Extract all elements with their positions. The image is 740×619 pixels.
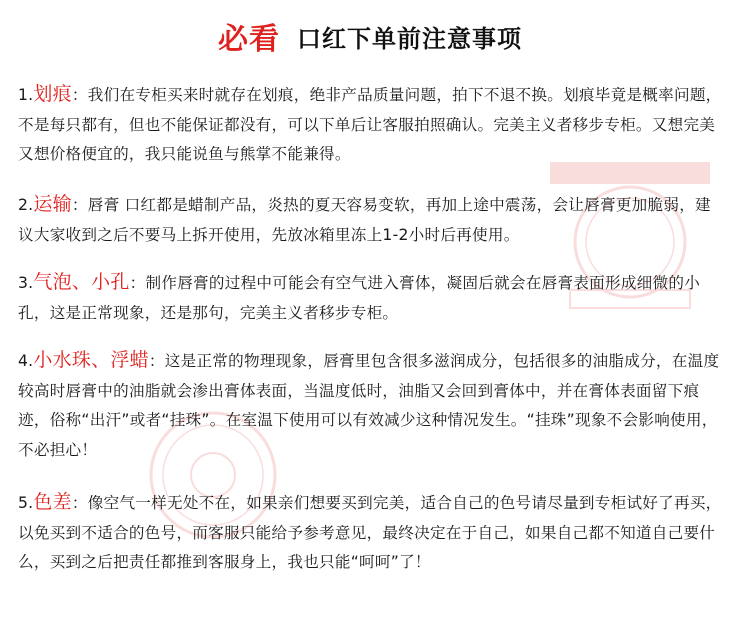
item-colon: ： [129, 274, 146, 292]
item-heading: 小水珠、浮蜡 [33, 349, 149, 371]
item-heading: 色差 [33, 491, 72, 513]
item-colon: ： [71, 494, 88, 512]
item-body: 我们在专柜买来时就存在划痕，绝非产品质量问题，拍下不退不换。划痕毕竟是概率问题，不是每只都有，但也不能保证都没有，可以下单后让客服拍照确认。完美主义者移步专柜。又想完美又想价格便宜的，我只能说鱼与熊掌不能兼得。 [18, 86, 722, 163]
item-number: 4. [18, 352, 34, 370]
notice-item-scratch [18, 80, 724, 170]
item-heading: 运输 [33, 193, 72, 215]
item-body: 唇膏 口红都是蜡制产品，炎热的夏天容易变软，再加上途中震荡，会让唇膏更加脆弱，建议大家收到之后不要马上拆开使用，先放冰箱里冻上1-2小时后再使用。 [18, 196, 711, 244]
title-main: 口红下单前注意事项 [297, 24, 523, 53]
notice-item-droplets [18, 346, 724, 465]
item-colon: ： [71, 196, 88, 214]
item-heading: 划痕 [33, 83, 72, 105]
item-colon: ： [71, 86, 88, 104]
item-number: 3. [18, 274, 34, 292]
item-number: 2. [18, 196, 34, 214]
notice-item-shipping [18, 190, 724, 250]
title-accent: 必看 [217, 22, 280, 57]
page-title [0, 14, 740, 58]
notice-item-color-difference [18, 488, 724, 578]
item-body: 像空气一样无处不在，如果亲们想要买到完美，适合自己的色号请尽量到专柜试好了再买，以免买到不适合的色号，而客服只能给予参考意见，最终决定在于自己，如果自己都不知道自己要什么，买到之后把责任都推到客服身上，我也只能“呵呵”了！ [18, 494, 722, 571]
notice-item-bubbles [18, 268, 724, 328]
item-body: 制作唇膏的过程中可能会有空气进入膏体，凝固后就会在唇膏表面形成细微的小孔，这是正常现象，还是那句，完美主义者移步专柜。 [18, 274, 701, 322]
item-heading: 气泡、小孔 [33, 271, 130, 293]
item-number: 1. [18, 86, 34, 104]
item-colon: ： [148, 352, 165, 370]
item-body: 这是正常的物理现象，唇膏里包含很多滋润成分，包括很多的油脂成分，在温度较高时唇膏中的油脂就会渗出膏体表面，当温度低时，油脂又会回到膏体中，并在膏体表面留下痕迹，俗称“出汗”或者“挂珠”。在室温下使用可以有效减少这种情况发生。“挂珠”现象不会影响使用，不必担心！ [18, 352, 720, 459]
item-number: 5. [18, 494, 34, 512]
